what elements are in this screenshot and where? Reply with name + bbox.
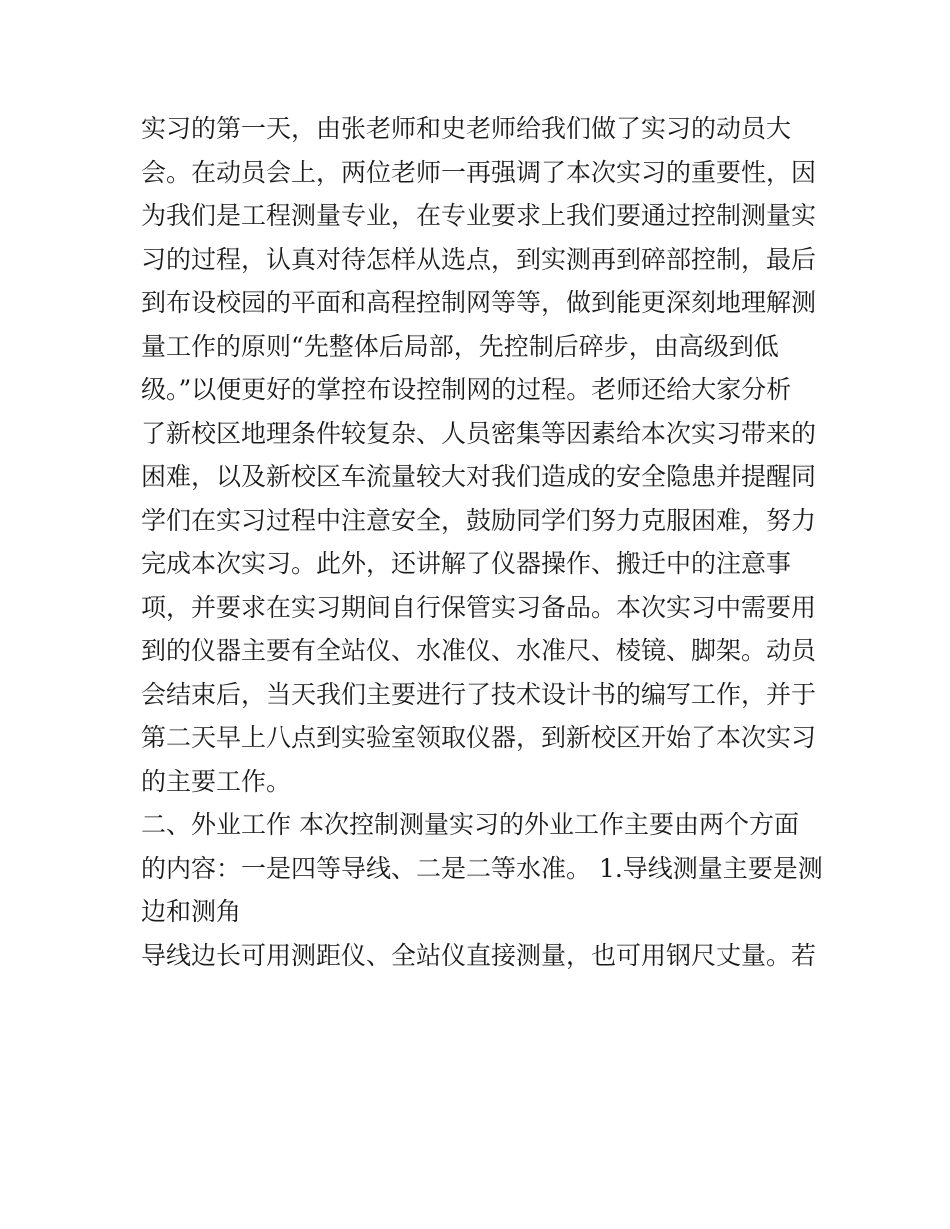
text-line: 习的过程，认真对待怎样从选点，到实测再到碎部控制，最后	[141, 244, 817, 274]
text-line: 困难，以及新校区车流量较大对我们造成的安全隐患并提醒同	[141, 462, 817, 491]
text-line: 会。在动员会上，两位老师一再强调了本次实习的重要性，因	[141, 157, 817, 187]
text-line: 第二天早上八点到实验室领取仪器，到新校区开始了本次实习	[141, 723, 817, 752]
section-heading-line: 二、外业工作 本次控制测量实习的外业工作主要由两个方面	[141, 810, 799, 839]
text-line: 到的仪器主要有全站仪、水准仪、水准尺、棱镜、脚架。动员	[141, 636, 817, 665]
text-line: 项，并要求在实习期间自行保管实习备品。本次实习中需要用	[141, 592, 817, 622]
text-line: 量工作的原则“先整体后局部，先控制后碎步，由高级到低	[141, 331, 779, 361]
text-line: 级。”以便更好的掌控布设控制网的过程。老师还给大家分析	[141, 375, 792, 404]
text-line: 的主要工作。	[141, 766, 292, 796]
text-line: 为我们是工程测量专业，在专业要求上我们要通过控制测量实	[141, 201, 817, 230]
body-text	[141, 107, 821, 977]
text-line: 实习的第一天，由张老师和史老师给我们做了实习的动员大	[141, 114, 792, 143]
text-line: 到布设校园的平面和高程控制网等等，做到能更深刻地理解测	[141, 288, 817, 317]
text-line: 完成本次实习。此外，还讲解了仪器操作、搬迁中的注意事	[141, 549, 792, 578]
text-line: 学们在实习过程中注意安全，鼓励同学们努力克服困难，努力	[141, 505, 817, 535]
text-line: 的内容：一是四等导线、二是二等水准。 1.导线测量主要是测	[141, 853, 823, 883]
text-line: 会结束后，当天我们主要进行了技术设计书的编写工作，并于	[141, 679, 817, 709]
text-line: 了新校区地理条件较复杂、人员密集等因素给本次实习带来的	[141, 418, 817, 448]
text-line: 边和测角	[141, 897, 242, 926]
text-line: 导线边长可用测距仪、全站仪直接测量，也可用钢尺丈量。若	[141, 940, 817, 970]
